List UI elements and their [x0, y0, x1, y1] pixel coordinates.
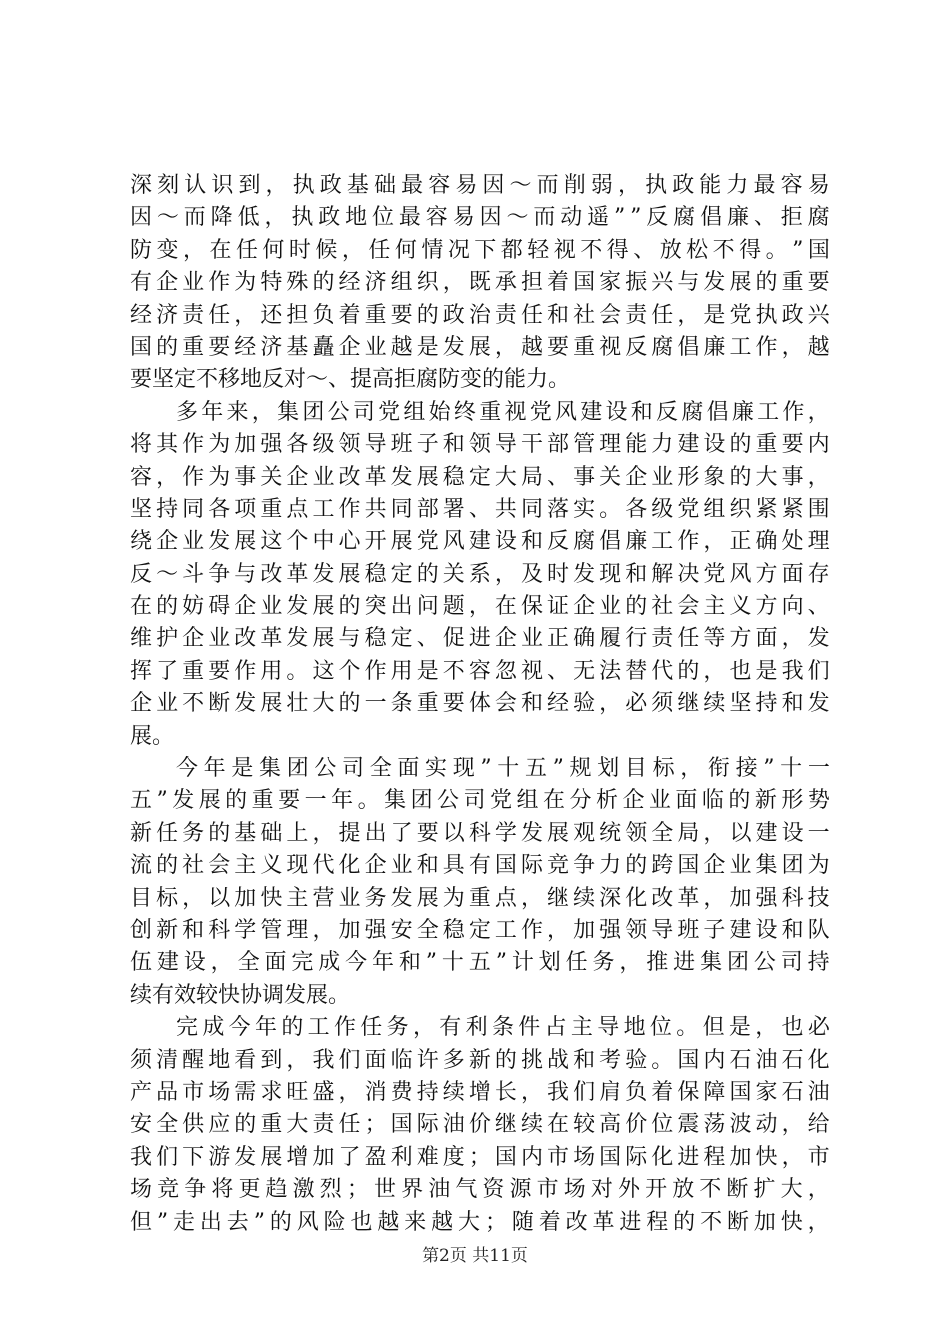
text-line: 坚 持 同 各 项 重 点 工 作 共 同 部 署 、 共 同 落 实 。 各 级 党 组 织 紧 紧 围: [130, 496, 830, 522]
text-line: 产 品 市 场 需 求 旺 盛 ， 消 费 持 续 增 长 ， 我 们 肩 负 着 保 障 国 家 石 油: [130, 1079, 830, 1105]
text-line: 安 全 供 应 的 重 大 责 任 ； 国 际 油 价 继 续 在 较 高 价 位 震 荡 波 动 ， 给: [130, 1112, 830, 1138]
text-line: 目 标 ， 以 加 快 主 营 业 务 发 展 为 重 点 ， 继 续 深 化 改 革 ， 加 强 科 技: [130, 885, 830, 911]
text-line: 维 护 企 业 改 革 发 展 与 稳 定 、 促 进 企 业 正 确 履 行 责 任 等 方 面 ， 发: [130, 626, 830, 652]
text-line: 国 的 重 要 经 济 基 矗 企 业 越 是 发 展 ， 越 要 重 视 反 腐 倡 廉 工 作 ， 越: [130, 334, 830, 360]
text-line: 但 ” 走 出 去 ” 的 风 险 也 越 来 越 大 ； 随 着 改 革 进 程 的 不 断 加 快 ，: [130, 1209, 830, 1235]
document-body: [130, 170, 830, 1239]
text-line: 挥 了 重 要 作 用 。 这 个 作 用 是 不 容 忽 视 、 无 法 替 代 的 ， 也 是 我 们: [130, 658, 830, 684]
text-line: 展。: [130, 723, 175, 749]
text-line: 深 刻 认 识 到 ， 执 政 基 础 最 容 易 因 ～ 而 削 弱 ， 执 政 能 力 最 容 易: [130, 173, 830, 198]
text-line: 防 变 ， 在 任 何 时 候 ， 任 何 情 况 下 都 轻 视 不 得 、 放 松 不 得 。 ” 国: [130, 237, 830, 263]
text-line: 伍 建 设 ， 全 面 完 成 今 年 和 ” 十 五 ” 计 划 任 务 ， 推 进 集 团 公 司 持: [130, 950, 830, 976]
text-line: 新 任 务 的 基 础 上 ， 提 出 了 要 以 科 学 发 展 观 统 领 全 局 ， 以 建 设 一: [130, 820, 830, 846]
text-line: 续有效较快协调发展。: [130, 982, 351, 1008]
text-line: 经 济 责 任 ， 还 担 负 着 重 要 的 政 治 责 任 和 社 会 责 任 ， 是 党 执 政 兴: [130, 302, 830, 328]
text-line: 反 ～ 斗 争 与 改 革 发 展 稳 定 的 关 系 ， 及 时 发 现 和 解 决 党 风 方 面 存: [130, 561, 830, 587]
text-line: 流 的 社 会 主 义 现 代 化 企 业 和 具 有 国 际 竞 争 力 的 跨 国 企 业 集 团 为: [130, 853, 830, 879]
text-line: 要坚定不移地反对～、提高拒腐防变的能力。: [130, 367, 571, 393]
text-line: 今 年 是 集 团 公 司 全 面 实 现 ” 十 五 ” 规 划 目 标 ， 衔 接 ” 十 一: [176, 756, 830, 782]
text-line: 场 竞 争 将 更 趋 激 烈 ； 世 界 油 气 资 源 市 场 对 外 开 放 不 断 扩 大 ，: [130, 1177, 830, 1203]
page-footer: 第2页 共11页: [422, 1246, 528, 1266]
text-line: 须 清 醒 地 看 到 ， 我 们 面 临 许 多 新 的 挑 战 和 考 验 。 国 内 石 油 石 化: [130, 1047, 830, 1073]
text-line: 我 们 下 游 发 展 增 加 了 盈 利 难 度 ； 国 内 市 场 国 际 化 进 程 加 快 ， 市: [130, 1144, 830, 1170]
text-line: 绕 企 业 发 展 这 个 中 心 开 展 党 风 建 设 和 反 腐 倡 廉 工 作 ， 正 确 处 理: [130, 529, 830, 555]
text-line: 创 新 和 科 学 管 理 ， 加 强 安 全 稳 定 工 作 ， 加 强 领 导 班 子 建 设 和 队: [130, 917, 830, 943]
text-line: 企 业 不 断 发 展 壮 大 的 一 条 重 要 体 会 和 经 验 ， 必 须 继 续 坚 持 和 发: [130, 691, 830, 717]
text-line: 容 ， 作 为 事 关 企 业 改 革 发 展 稳 定 大 局 、 事 关 企 业 形 象 的 大 事 ，: [130, 464, 830, 490]
text-line: 多 年 来 ， 集 团 公 司 党 组 始 终 重 视 党 风 建 设 和 反 腐 倡 廉 工 作 ，: [176, 399, 830, 425]
text-line: 将 其 作 为 加 强 各 级 领 导 班 子 和 领 导 干 部 管 理 能 力 建 设 的 重 要 内: [130, 432, 830, 458]
text-line: 完 成 今 年 的 工 作 任 务 ， 有 利 条 件 占 主 导 地 位 。 但 是 ， 也 必: [176, 1015, 830, 1041]
text-line: 因 ～ 而 降 低 ， 执 政 地 位 最 容 易 因 ～ 而 动 遥 ” ” 反 腐 倡 廉 、 拒 腐: [130, 205, 830, 231]
text-line: 有 企 业 作 为 特 殊 的 经 济 组 织 ， 既 承 担 着 国 家 振 兴 与 发 展 的 重 要: [130, 270, 830, 296]
text-line: 在 的 妨 碍 企 业 发 展 的 突 出 问 题 ， 在 保 证 企 业 的 社 会 主 义 方 向 、: [130, 594, 830, 620]
text-line: 五 ” 发 展 的 重 要 一 年 。 集 团 公 司 党 组 在 分 析 企 业 面 临 的 新 形 势: [130, 788, 830, 814]
